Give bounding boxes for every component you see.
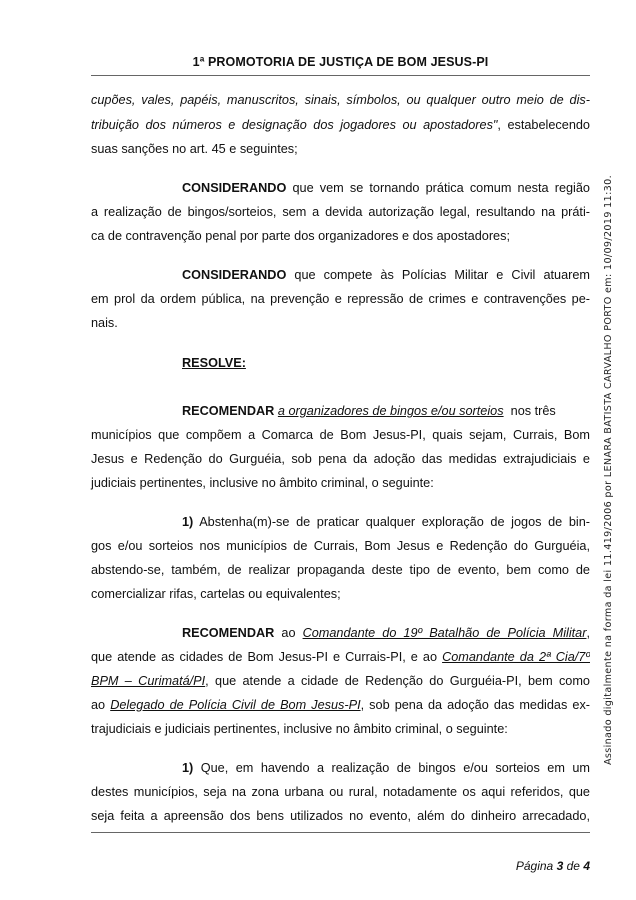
p5-line-2: gos e/ou sorteios nos municípios de Currais, Bom Jesus e Redenção do Gurguéia, (91, 539, 590, 553)
p1-line-1: cupões, vales, papéis, manuscritos, sinais, símbolos, ou qualquer outro meio de dis- (91, 93, 590, 107)
p3-line-1: CONSIDERANDO que compete às Polícias Militar e Civil atuarem (182, 268, 590, 282)
p6-line-1: RECOMENDAR ao Comandante do 19º Batalhão de Polícia Militar, (182, 626, 590, 640)
p5-line-1: 1) Abstenha(m)-se de praticar qualquer exploração de jogos de bin- (182, 515, 590, 529)
page-number: Página 3 de 4 (515, 859, 590, 873)
p2-line-1: CONSIDERANDO que vem se tornando prática comum nesta região (182, 181, 590, 195)
p6-line-4: ao Delegado de Polícia Civil de Bom Jesus-PI, sob pena da adoção das medidas ex- (91, 698, 590, 712)
resolve-heading: RESOLVE: (182, 356, 246, 370)
p6-line-5: trajudiciais e judiciais pertinentes, inclusive no âmbito criminal, o seguinte: (91, 722, 508, 736)
p4-line-3: Jesus e Redenção do Gurguéia, sob pena da adoção das medidas extrajudiciais e (91, 452, 590, 466)
footer-rule (91, 832, 590, 833)
p7-line-3: seja feita a apreensão dos bens utilizados no evento, além do dinheiro arrecadado, (91, 809, 590, 823)
p4-line-2: municípios que compõem a Comarca de Bom Jesus-PI, quais sejam, Currais, Bom (91, 428, 590, 442)
page-header: 1ª PROMOTORIA DE JUSTIÇA DE BOM JESUS-PI (192, 55, 489, 69)
p5-line-4: comercializar rifas, cartelas ou equivalentes; (91, 587, 341, 601)
digital-signature-note: Assinado digitalmente na forma da lei 11.419/2006 por LENARA BATISTA CARVALHO PORTO em: 10/09/2019 11:30. (603, 175, 614, 765)
p4-line-1: RECOMENDAR a organizadores de bingos e/ou sorteios nos três (182, 404, 556, 418)
p1-line-2: tribuição dos números e designação dos jogadores ou apostadores", estabelecendo (91, 118, 590, 132)
p2-line-2: a realização de bingos/sorteios, sem a devida autorização legal, resultando na práti- (91, 205, 590, 219)
header-rule (91, 75, 590, 76)
p6-line-2: que atende as cidades de Bom Jesus-PI e Currais-PI, e ao Comandante da 2ª Cia/7º (91, 650, 590, 664)
p7-line-1: 1) Que, em havendo a realização de bingos e/ou sorteios em um (182, 761, 590, 775)
p1-line-3: suas sanções no art. 45 e seguintes; (91, 142, 298, 156)
p3-line-2: em prol da ordem pública, na prevenção e repressão de crimes e contravenções pe- (91, 292, 590, 306)
p5-line-3: abstendo-se, também, de realizar propaganda deste tipo de evento, bem como de (91, 563, 590, 577)
p6-line-3: BPM – Curimatá/PI, que atende a cidade de Redenção do Gurguéia-PI, bem como (91, 674, 590, 688)
p7-line-2: destes municípios, seja na zona urbana ou rural, notadamente os aqui referidos, que (91, 785, 590, 799)
p2-line-3: ca de contravenção penal por parte dos organizadores e dos apostadores; (91, 229, 510, 243)
p3-line-3: nais. (91, 316, 118, 330)
p4-line-4: judiciais pertinentes, inclusive no âmbito criminal, o seguinte: (91, 476, 434, 490)
